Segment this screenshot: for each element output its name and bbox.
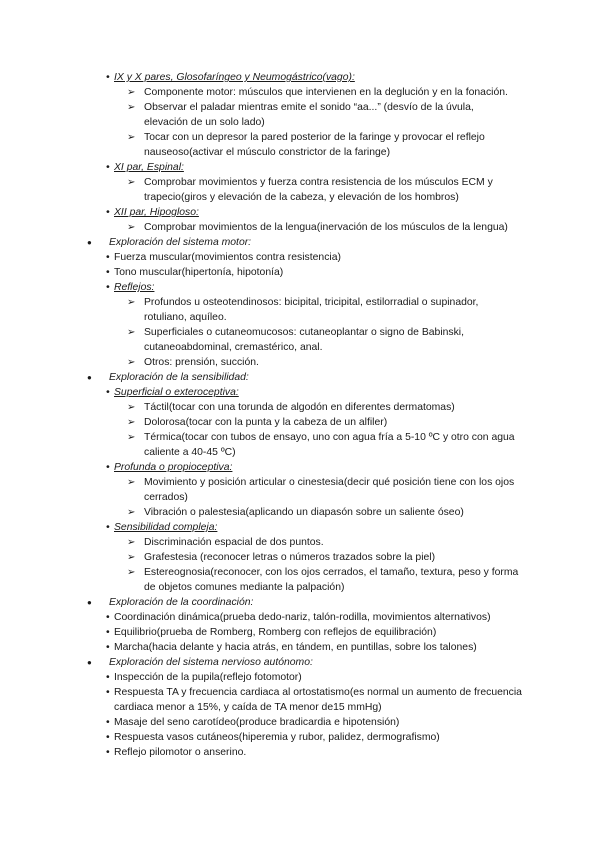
- list-item: ➢ Térmica(tocar con tubos de ensayo, uno con agua fría a 5-10 ºC y otro con agua caliente a 40-45 ºC): [0, 430, 600, 460]
- cranial-ix-x-label: IX y X pares, Glosofaríngeo y Neumogástrico(vago):: [114, 72, 355, 83]
- list-item: • Fuerza muscular(movimientos contra resistencia): [0, 250, 600, 265]
- list-item: • Respuesta TA y frecuencia cardiaca al ortostatismo(es normal un aumento de frecuencia cardiaca menor a 15%, y caída de TA menor de15 mmHg): [0, 685, 600, 715]
- cranial-xi-label: XI par, Espinal:: [114, 162, 184, 173]
- list-item: • Equilibrio(prueba de Romberg, Romberg con reflejos de equilibración): [0, 625, 600, 640]
- list-item: • Reflejo pilomotor o anserino.: [0, 745, 600, 760]
- list-item: ➢ Superficiales o cutaneomucosos: cutaneoplantar o signo de Babinski, cutaneoabdominal, cremastérico, anal.: [0, 325, 600, 355]
- profunda-label: Profunda o propioceptiva:: [114, 462, 233, 473]
- reflejos-label: Reflejos:: [114, 282, 155, 293]
- list-item: • Coordinación dinámica(prueba dedo-nariz, talón-rodilla, movimientos alternativos): [0, 610, 600, 625]
- cranial-xii-label: XII par, Hipogloso:: [114, 207, 199, 218]
- section-title: Exploración del sistema nervioso autónomo:: [109, 657, 313, 668]
- section-title: Exploración del sistema motor:: [109, 237, 252, 248]
- list-item: ➢ Grafestesia (reconocer letras o números trazados sobre la piel): [0, 550, 600, 565]
- list-item: ➢ Dolorosa(tocar con la punta y la cabeza de un alfiler): [0, 415, 600, 430]
- list-item: ➢ Otros: prensión, succión.: [0, 355, 600, 370]
- list-item: ➢ Táctil(tocar con una torunda de algodón en diferentes dermatomas): [0, 400, 600, 415]
- section-coordinacion: [0, 595, 600, 610]
- list-item: ➢ Componente motor: músculos que intervienen en la deglución y en la fonación.: [0, 85, 600, 100]
- cranial-xi-heading: [0, 160, 600, 175]
- list-item: ➢ Vibración o palestesia(aplicando un diapasón sobre un saliente óseo): [0, 505, 600, 520]
- section-motor: [0, 235, 600, 250]
- notes-content: [0, 70, 600, 760]
- cranial-xii-heading: [0, 205, 600, 220]
- compleja-label: Sensibilidad compleja:: [114, 522, 218, 533]
- superficial-label: Superficial o exteroceptiva:: [114, 387, 239, 398]
- superficial-heading: [0, 385, 600, 400]
- list-item: • Respuesta vasos cutáneos(hiperemia y rubor, palidez, dermografismo): [0, 730, 600, 745]
- section-title: Exploración de la sensibilidad:: [109, 372, 249, 383]
- section-title: Exploración de la coordinación:: [109, 597, 254, 608]
- reflejos-heading: [0, 280, 600, 295]
- profunda-heading: [0, 460, 600, 475]
- list-item: ➢ Comprobar movimientos de la lengua(inervación de los músculos de la lengua): [0, 220, 600, 235]
- list-item: ➢ Estereognosia(reconocer, con los ojos cerrados, el tamaño, textura, peso y forma de objetos comunes mediante la palpación): [0, 565, 600, 595]
- list-item: ➢ Discriminación espacial de dos puntos.: [0, 535, 600, 550]
- section-sensibilidad: [0, 370, 600, 385]
- list-item: • Inspección de la pupila(reflejo fotomotor): [0, 670, 600, 685]
- cranial-ix-x-heading: [0, 70, 600, 85]
- list-item: • Tono muscular(hipertonía, hipotonía): [0, 265, 600, 280]
- section-autonomo: [0, 655, 600, 670]
- list-item: • Marcha(hacia delante y hacia atrás, en tándem, en puntillas, sobre los talones): [0, 640, 600, 655]
- list-item: ➢ Tocar con un depresor la pared posterior de la faringe y provocar el reflejo nauseoso(activar el músculo constrictor de la faringe): [0, 130, 600, 160]
- list-item: ➢ Observar el paladar mientras emite el sonido “aa...” (desvío de la úvula, elevación de un solo lado): [0, 100, 600, 130]
- compleja-heading: [0, 520, 600, 535]
- list-item: ➢ Profundos u osteotendinosos: bicipital, tricipital, estilorradial o supinador, rotuliano, aquíleo.: [0, 295, 600, 325]
- list-item: ➢ Comprobar movimientos y fuerza contra resistencia de los músculos ECM y trapecio(giros y elevación de la cabeza, y elevación de los hombros): [0, 175, 600, 205]
- list-item: ➢ Movimiento y posición articular o cinestesia(decir qué posición tiene con los ojos cerrados): [0, 475, 600, 505]
- list-item: • Masaje del seno carotídeo(produce bradicardia e hipotensión): [0, 715, 600, 730]
